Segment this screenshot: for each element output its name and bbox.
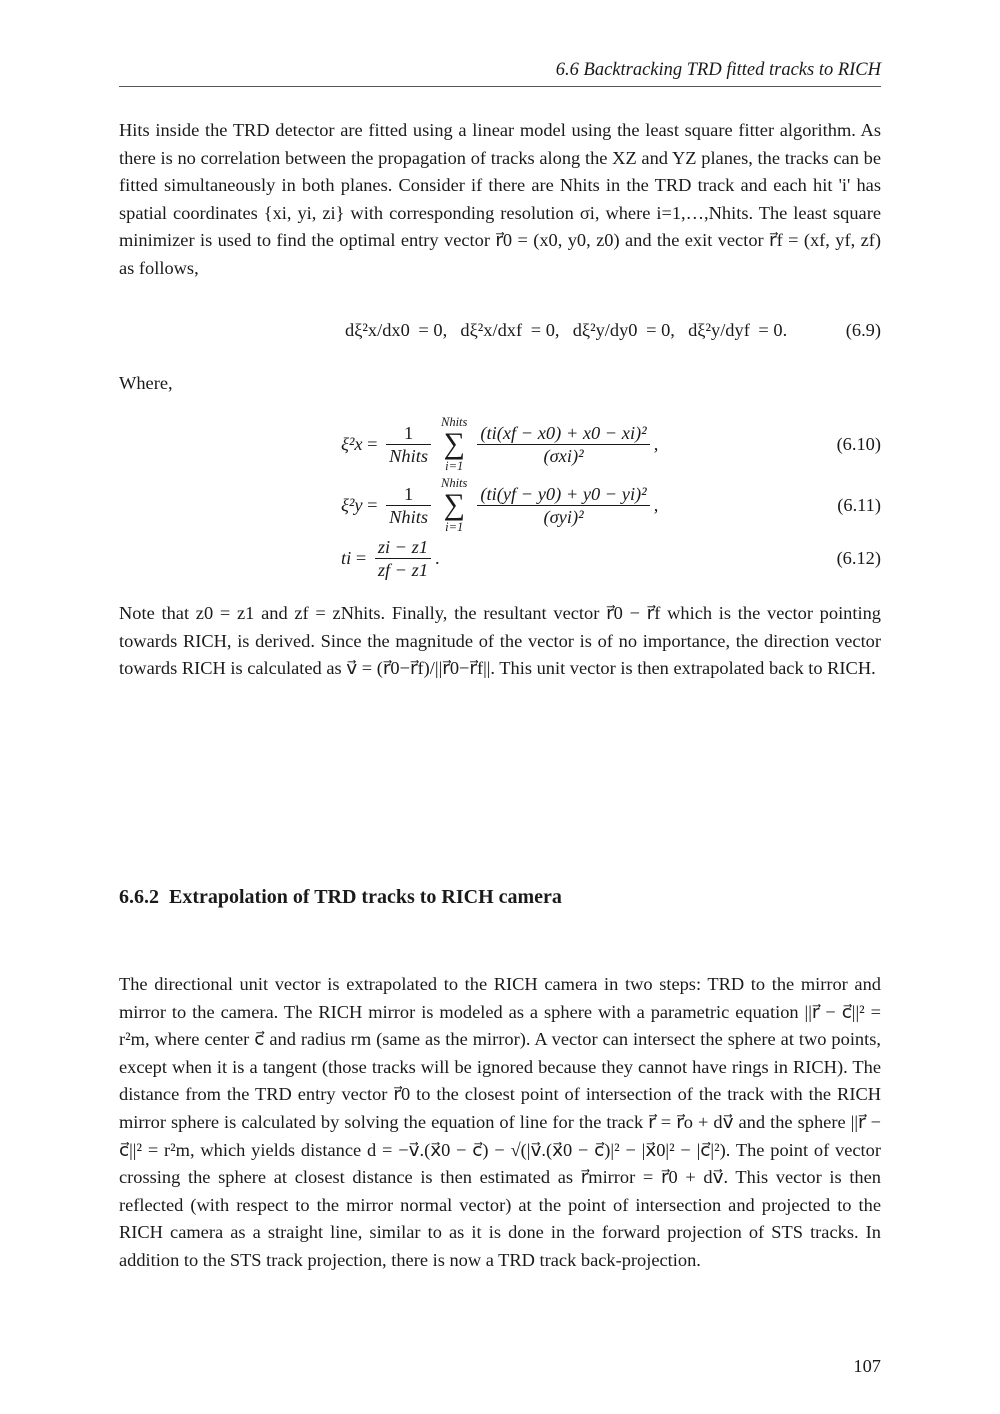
rhs-value: 0: [433, 319, 443, 340]
equation-number: (6.11): [837, 495, 881, 515]
equation-6-9: dξ²x/dx0 = 0 , dξ²x/dxf = 0 , dξ²y/dy0 = 0 , dξ²y/dyf = 0 . (6.9): [119, 302, 881, 358]
where-label: Where,: [119, 373, 173, 393]
equation-6-12: ti = $\frac{zi - z1}{zf - z1}$ . (6.12): [119, 530, 881, 586]
equation-6-11: ξ²y = $\frac{1}{\text{Nhits}}$ Nhits ∑ i=1 $\frac{\text{(ti(yf − y0) + y0 − yi)²}}{\text{(σyi)²}}$ , (6.11): [341, 476, 881, 534]
rhs-value: 0: [773, 319, 783, 340]
ratio-fraction: $\frac{zi - z1}{zf - z1}$: [375, 536, 431, 581]
section-heading: [119, 886, 562, 909]
paragraph-direction-vector: Note that z0 = z1 and zf = zNhits. Finally, the resultant vector r⃗0 − r⃗f which is the vector pointing towards RICH, is derived. Since the magnitude of the vector is of no importance, the direction vector towards RICH is calculated as v⃗ = (r⃗0−r⃗f)/||r⃗0−r⃗f||. This unit vector is then extrapolated back to RICH.: [119, 603, 881, 679]
term-fraction: $\frac{\text{(ti(yf − y0) + y0 − yi)²}}{\text{(σyi)²}}$: [477, 483, 649, 528]
equation-number: (6.12): [836, 548, 881, 568]
lhs: ξ²x: [341, 433, 363, 454]
sum-symbol: Nhits ∑ i=1: [440, 415, 468, 473]
equation-number: (6.9): [845, 320, 881, 340]
page-number: 107: [853, 1356, 881, 1376]
rhs-value: 0: [545, 319, 555, 340]
fraction: dξ²x/dx0: [345, 319, 410, 340]
factor-fraction: $\frac{1}{\text{Nhits}}$: [386, 483, 431, 528]
rhs-value: 0: [661, 319, 671, 340]
section-number: 6.6.2: [119, 886, 159, 908]
paragraph-extrapolation: The directional unit vector is extrapolated to the RICH camera in two steps: TRD to the mirror and mirror to the camera. The RICH mirror is modeled as a sphere with a parametric equation ||r⃗ − c⃗||² = r²m, where center c⃗ and radius rm (same as the mirror). A vector can intersect the sphere at two points, except when it is a tangent (those tracks will be ignored because they cannot have rings in RICH). The distance from the TRD entry vector r⃗0 to the closest point of intersection of the track with the RICH mirror sphere is calculated by solving the equation of line for the track r⃗ = r⃗o + dv⃗ and the sphere ||r⃗ − c⃗||² = r²m, which yields distance d = −v⃗.(x⃗0 − c⃗) − √(|v⃗.(x⃗0 − c⃗)|² − |x⃗0|² − |c⃗|²). The point of vector crossing the sphere at closest distance is then estimated as r⃗mirror = r⃗0 + dv⃗. This vector is then reflected (with respect to the mirror normal vector) at the point of intersection and projected to the RICH camera as a straight line, similar to as it is done in the forward projection of STS tracks. In addition to the STS track projection, there is now a TRD track back-projection.: [119, 974, 881, 1270]
fraction: dξ²y/dyf: [688, 319, 750, 340]
fraction: dξ²y/dy0: [572, 319, 638, 340]
sum-symbol: Nhits ∑ i=1: [440, 476, 468, 534]
term-fraction: $\frac{\text{(ti(xf − x0) + x0 − xi)²}}{\text{(σxi)²}}$: [477, 422, 649, 467]
section-title: Extrapolation of TRD tracks to RICH camera: [169, 886, 562, 908]
paragraph-fitting-intro: Hits inside the TRD detector are fitted using a linear model using the least square fitter algorithm. As there is no correlation between the propagation of tracks along the XZ and YZ planes, the tracks can be fitted simultaneously in both planes. Consider if there are Nhits in the TRD track and each hit 'i' has spatial coordinates {xi, yi, zi} with corresponding resolution σi, where i=1,…,Nhits. The least square minimizer is used to find the optimal entry vector r⃗0 = (x0, y0, z0) and the exit vector r⃗f = (xf, yf, zf) as follows,: [119, 120, 881, 278]
equation-number: (6.10): [836, 434, 881, 454]
lhs: ξ²y: [341, 494, 363, 515]
running-head: 6.6 Backtracking TRD fitted tracks to RICH: [119, 60, 881, 87]
factor-fraction: $\frac{1}{\text{Nhits}}$: [386, 422, 431, 467]
equation-6-10: ξ²x = $\frac{1}{\text{Nhits}}$ Nhits ∑ i=1 $\frac{\text{(ti(xf − x0) + x0 − xi)²}}{\text{(σxi)²}}$ , (6.10): [341, 415, 881, 473]
fraction: dξ²x/dxf: [460, 319, 523, 340]
lhs: ti: [341, 547, 352, 568]
